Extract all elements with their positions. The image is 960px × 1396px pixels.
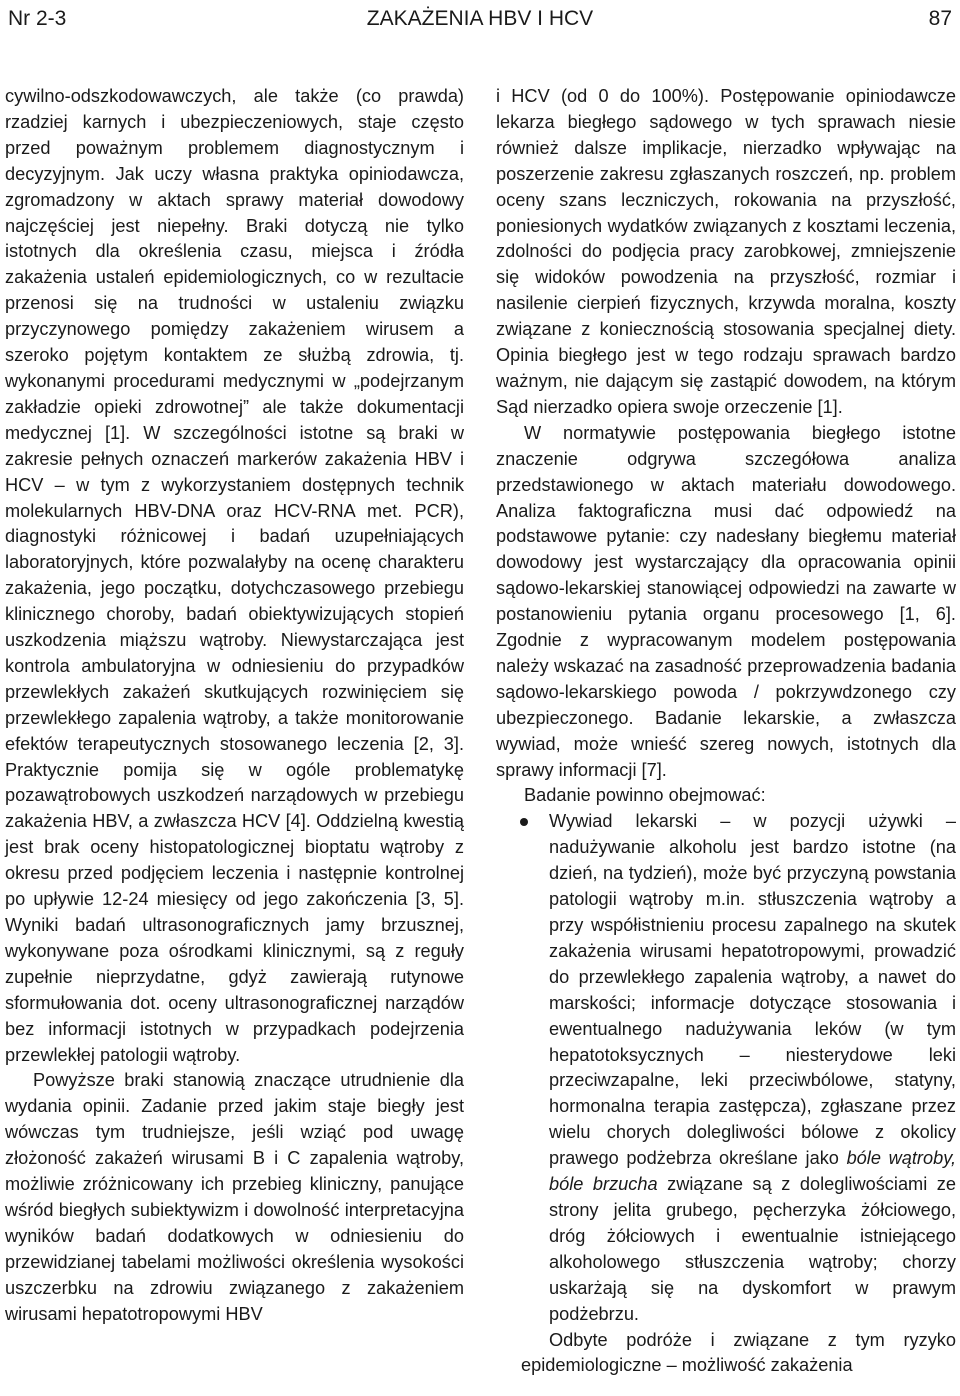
paragraph-right-3: Badanie powinno obejmować:: [524, 785, 766, 806]
bullet-text-pre: Wywiad lekarski – w pozycji używki – nadużywanie alkoholu jest bardzo istotne (na dzień, na tydzień), może być przyczyną powstania patologii wątroby m.in. stłuszczenia wątroby a przy współistnieniu procesu zapalnego na skutek zakażenia wirusami hepatotropowymi, prowadzić do przewlekłego zapalenia wątroby, a nawet do marskości; informacje dotyczące stosowania i ewentualnego nadużywania leków (w tym hepatotoksycznych – niesterydowe leki przeciwzapalne, leki przeciwbólowe, statyny, hormonalna terapia zastępcza), zgłaszane przez wielu chorych dolegliwości bólowe z okolicy prawego podżebrza określane jako: [549, 811, 956, 1169]
right-column: [496, 84, 956, 1379]
bullet-item-wywiad: [496, 809, 956, 1327]
page-number: 87: [928, 7, 952, 30]
paragraph-left-1: cywilno-odszkodowawczych, ale także (co prawda) rzadziej karnych i ubezpieczeniowych, staje często przed poważnym problemem diagnostycznym i decyzyjnym. Jak uczy własna praktyka opiniodawcza, zgromadzony w aktach sprawy materiał dowodowy najczęściej jest niepełny. Braki dotyczą nie tylko istotnych dla określenia czasu, miejsca i źródła zakażenia ustaleń epidemiologicznych, co w rezultacie przenosi się na trudności w ustaleniu związku przyczynowego pomiędzy zakażeniem wirusem a szeroko pojętym kontaktem ze służbą zdrowia, tj. wykonanymi procedurami medycznymi w „podejrzanym zakładzie opieki zdrowotnej” ale także dokumentacji medycznej [1]. W szczególności istotne są braki w zakresie pełnych oznaczeń markerów zakażenia HBV i HCV – w tym z wykorzystaniem dostępnych technik molekularnych HBV-DNA oraz HCV-RNA met. PCR), diagnostyki różnicowej i badań uzupełniających laboratoryjnych, które pozwalałyby na ocenę charakteru zakażenia, jego początku, dotychczasowego przebiegu klinicznego choroby, badań obiektywizujących stopień uszkodzenia miąższu wątroby. Niewystarczająca jest kontrola ambulatoryjna w odniesieniu do przypadków przewlekłych zakażeń skutkujących rozwinięciem się przewlekłego zapalenia wątroby, a także monitorowanie efektów terapeutycznych stosowanego leczenia [2, 3]. Praktycznie pomija się w ogóle problematykę pozawątrobowych uszkodzeń narządowych w przebiegu zakażenia HBV, a zwłaszcza HCV [4]. Oddzielną kwestią jest brak oceny histopatologicznej bioptatu wątroby z okresu przed podjęciem leczenia i następnie kontrolnej po upływie 12-24 miesięcy od jego zakończenia [3, 5]. Wyniki badań ultrasonograficznych jamy brzusznej, wykonywane poza ośrodkami klinicznymi, są z reguły zupełnie nieprzydatne, gdyż zawierają rutynowe sformułowania dot. oceny ultrasonograficznej narządów bez informacji istotnych w przypadkach podejrzenia przewlekłej patologii wątroby.: [5, 86, 464, 1065]
left-column: [5, 84, 464, 1328]
bullet-text-post: związane są z dolegliwościami ze strony jelita grubego, pęcherzyka żółciowego, dróg żółciowych i ewentualnie istniejącego alkoholowego stłuszczenia wątroby; chorzy uskarżają się na dyskomfort w prawym podżebrzu.: [549, 1174, 956, 1324]
issue-number: Nr 2-3: [8, 7, 67, 30]
paragraph-left-2: Powyższe braki stanowią znaczące utrudnienie dla wydania opinii. Zadanie przed jakim staje biegły jest wówczas tym trudniejsze, jeśli wziąć pod uwagę złożoność zakażeń wirusami B i C zapalenia wątroby, możliwie zróżnicowany ich przebieg kliniczny, panujące wśród biegłych subiektywizm i dowolność interpretacyjna wyników badań dodatkowych w odniesieniu do przewidzianej tabelami możliwości określenia wysokości uszczerbku na zdrowiu związanego z zakażeniem wirusami hepatotropowymi HBV: [5, 1070, 464, 1324]
bullet-text-italic: bóle wątroby, bóle brzucha: [549, 1148, 956, 1195]
paragraph-right-4: Odbyte podróże i związane z tym ryzyko epidemiologiczne – możliwość zakażenia: [521, 1329, 956, 1376]
paragraph-right-2: W normatywie postępowania biegłego istotne znaczenie odgrywa szczegółowa analiza przedstawionego w aktach materiału dowodowego. Analiza faktograficzna musi dać odpowiedź na podstawowe pytanie: czy nadesłany biegłemu materiał dowodowy jest wystarczający dla opracowania opinii sądowo-lekarskiej stanowiącej odpowiedzi na zawarte w postanowieniu pytania organu procesowego [1, 6]. Zgodnie z wypracowanym modelem postępowania należy wskazać na zasadność przeprowadzenia badania sądowo-lekarskiego powoda / pokrzywdzonego czy ubezpieczonego. Badanie lekarskie, a zwłaszcza wywiad, może wnieść szereg nowych, istotnych dla sprawy informacji [7].: [496, 422, 956, 780]
running-title: ZAKAŻENIA HBV I HCV: [366, 7, 594, 30]
bullet-icon: [520, 818, 528, 826]
running-header: [8, 4, 952, 34]
paragraph-right-1: i HCV (od 0 do 100%). Postępowanie opiniodawcze lekarza biegłego sądowego w tych sprawach niesie również dalsze implikacje, nierzadko wpływając na poszerzenie zakresu zgłaszanych roszczeń, np. problem oceny szans leczniczych, rokowania na przyszłość, poniesionych wydatków związanych z kosztami leczenia, zdolności do podjęcia pracy zarobkowej, zmniejszenie się widoków powodzenia na przyszłość, rozmiar i nasilenie cierpień fizycznych, krzywda moralna, koszty związane z koniecznością stosowania specjalnej diety. Opinia biegłego jest w tego rodzaju sprawach bardzo ważnym, nie dającym się zastąpić dowodem, na którym Sąd nierzadko opiera swoje orzeczenie [1].: [496, 86, 956, 417]
